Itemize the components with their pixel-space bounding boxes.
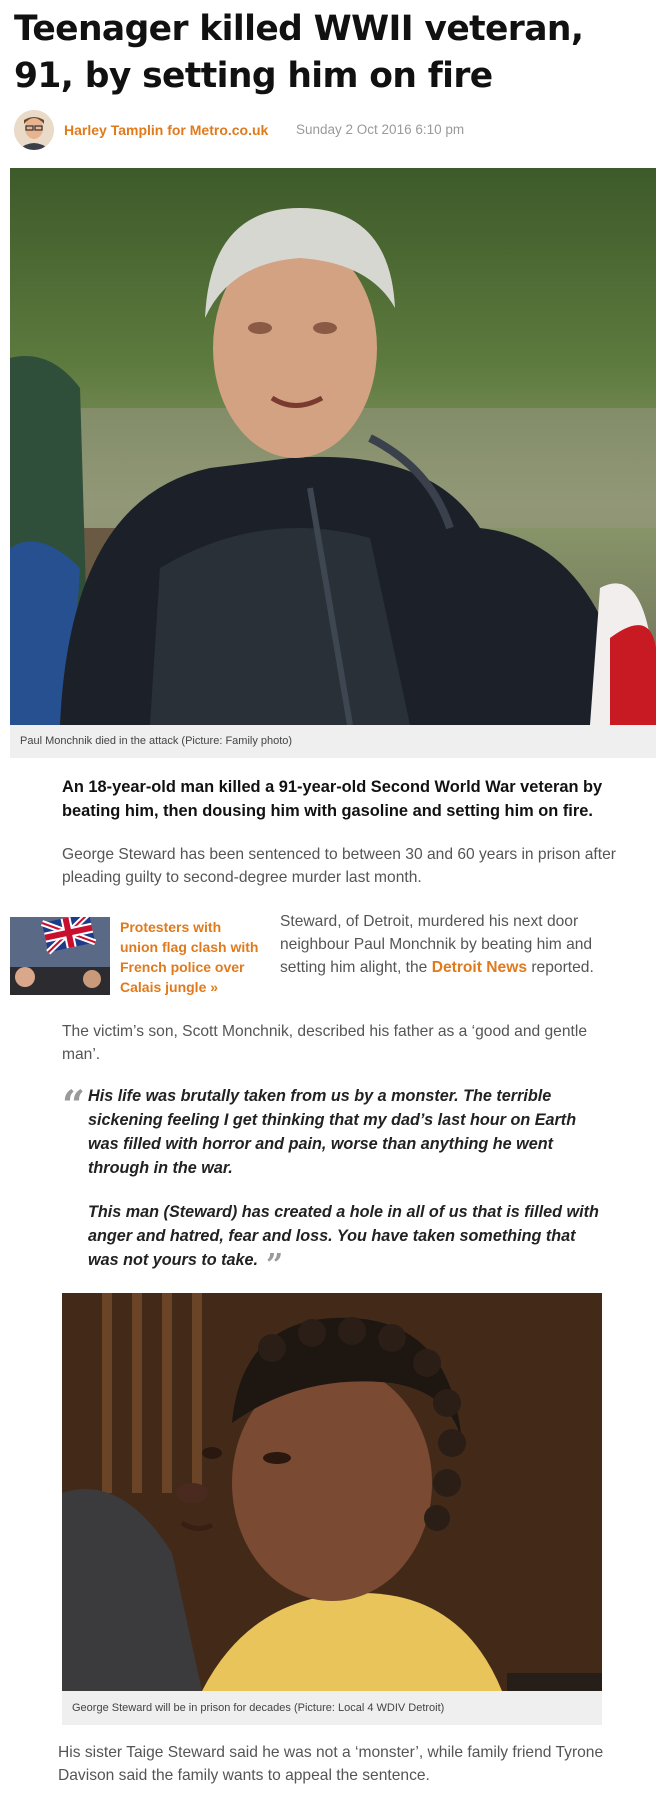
- article-lead: An 18-year-old man killed a 91-year-old Second World War veteran by beating him, then dousing him with gasoline and setting him on fire.: [62, 778, 603, 820]
- main-figure: [10, 168, 656, 758]
- quote-part-1: His life was brutally taken from us by a monster. The terrible sickening feeling I get thinking that my dad’s last hour on Earth was filled with horror and pain, worse than anything he went through in the war.: [88, 1087, 577, 1177]
- promo-thumbnail[interactable]: [10, 917, 110, 995]
- second-figure: [62, 1293, 602, 1725]
- paragraph-3: The victim’s son, Scott Monchnik, described his father as a ‘good and gentle man’.: [62, 1023, 587, 1063]
- headline: Teenager killed WWII veteran, 91, by setting him on fire: [14, 9, 584, 96]
- quote-part-2: [88, 1200, 608, 1283]
- author-link[interactable]: Harley Tamplin for Metro.co.uk: [64, 122, 269, 138]
- detroit-news-link[interactable]: Detroit News: [431, 959, 528, 976]
- steward-photo: [62, 1293, 602, 1691]
- main-image-caption: Paul Monchnik died in the attack (Picture: Family photo): [10, 725, 656, 758]
- author-avatar[interactable]: [14, 110, 54, 150]
- paragraph-2-text: Steward, of Detroit, murdered his next door neighbour Paul Monchnik by beating him and setting him alight, the: [280, 913, 593, 976]
- paragraph-2: [280, 910, 640, 979]
- related-article-promo[interactable]: [10, 917, 260, 995]
- second-image-caption: George Steward will be in prison for decades (Picture: Local 4 WDIV Detroit): [62, 1691, 602, 1725]
- byline: [14, 110, 654, 152]
- close-quote-icon: ”: [266, 1248, 284, 1283]
- paragraph-2-suffix: reported.: [527, 959, 594, 976]
- quote-part-2-text: This man (Steward) has created a hole in all of us that is filled with anger and hatred, fear and loss. You have taken something that was not yours to take.: [88, 1203, 599, 1269]
- open-quote-icon: “: [62, 1082, 86, 1129]
- promo-title-link[interactable]: Protesters with union flag clash with French police over Calais jungle »: [120, 919, 259, 995]
- paragraph-4: His sister Taige Steward said he was not a ‘monster’, while family friend Tyrone Davison said the family wants to appeal the sentence.: [58, 1744, 604, 1784]
- paragraph-1: George Steward has been sentenced to between 30 and 60 years in prison after pleading guilty to second-degree murder last month.: [62, 846, 616, 886]
- publish-date: Sunday 2 Oct 2016 6:10 pm: [296, 122, 465, 137]
- veteran-photo: [10, 168, 656, 725]
